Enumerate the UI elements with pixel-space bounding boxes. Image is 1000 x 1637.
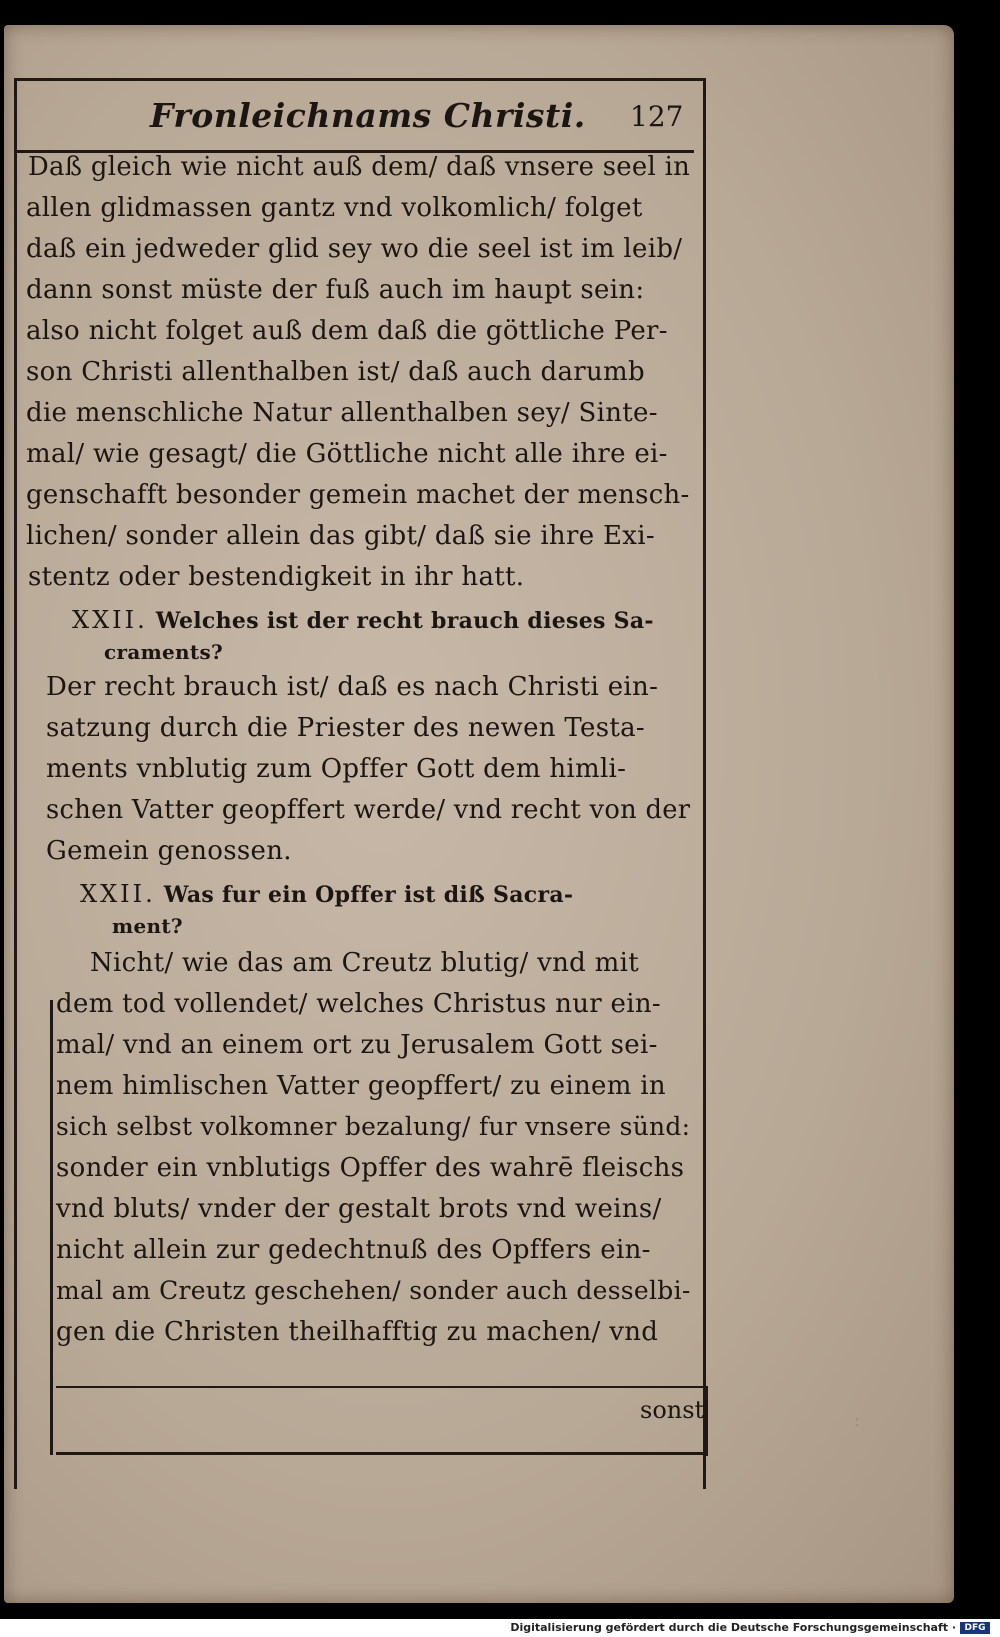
- text-line: allen glidmassen gantz vnd volkomlich/ folget: [26, 193, 643, 223]
- text-line: ments vnblutig zum Opffer Gott dem himli-: [46, 754, 627, 784]
- text-line: dann sonst müste der fuß auch im haupt sein:: [26, 275, 645, 305]
- text-line: vnd bluts/ vnder der gestalt brots vnd weins/: [56, 1194, 662, 1224]
- text-line: die menschliche Natur allenthalben sey/ Sinte-: [26, 398, 658, 428]
- text-line: Daß gleich wie nicht auß dem/ daß vnsere seel in: [28, 152, 691, 182]
- text-line: satzung durch die Priester des newen Testa-: [46, 713, 645, 743]
- text-line: nicht allein zur gedechtnuß des Opffers ein-: [56, 1235, 651, 1265]
- question-heading: [80, 880, 573, 908]
- text-line: nem himlischen Vatter geopffert/ zu einem in: [56, 1071, 666, 1101]
- text-bottom-rule: [56, 1386, 706, 1388]
- text-line: mal/ wie gesagt/ die Göttliche nicht alle ihre ei-: [26, 439, 668, 469]
- text-line: stentz oder bestendigkeit in ihr hatt.: [28, 562, 525, 592]
- catchword-rule: [705, 1386, 708, 1456]
- question-text-cont: ment?: [112, 914, 183, 938]
- dfg-logo: DFG: [960, 1622, 990, 1634]
- running-title: Fronleichnams Christi.: [150, 96, 586, 135]
- question-text: Welches ist der recht brauch dieses Sa-: [155, 608, 654, 634]
- text-line: dem tod vollendet/ welches Christus nur ein-: [56, 989, 661, 1019]
- question-number: XXII.: [80, 880, 156, 908]
- page-number: 127: [630, 100, 684, 133]
- text-line: daß ein jedweder glid sey wo die seel ist im leib/: [26, 234, 683, 264]
- catchword: sonst: [640, 1396, 705, 1424]
- text-line: mal am Creutz geschehen/ sonder auch desselbi-: [56, 1276, 691, 1305]
- question-heading: [72, 606, 654, 634]
- margin-rule: [50, 1000, 53, 1455]
- text-line: Der recht brauch ist/ daß es nach Christi ein-: [46, 672, 659, 702]
- text-line: genschafft besonder gemein machet der mensch-: [26, 480, 690, 510]
- text-line: also nicht folget auß dem daß die göttliche Per-: [26, 316, 668, 346]
- credit-text: Digitalisierung gefördert durch die Deutsche Forschungsgemeinschaft ·: [510, 1621, 956, 1634]
- page-bottom-rule: [56, 1452, 706, 1455]
- margin-dots: :: [854, 1410, 861, 1431]
- text-line: schen Vatter geopffert werde/ vnd recht von der: [46, 795, 691, 825]
- text-line: mal/ vnd an einem ort zu Jerusalem Gott sei-: [56, 1030, 658, 1060]
- text-line: Gemein genossen.: [46, 836, 292, 866]
- text-line: sich selbst volkomner bezalung/ fur vnsere sünd:: [56, 1112, 691, 1141]
- question-text-cont: craments?: [104, 640, 224, 664]
- question-number: XXII.: [72, 606, 148, 634]
- question-text: Was fur ein Opffer ist diß Sacra-: [163, 882, 574, 908]
- text-line: Nicht/ wie das am Creutz blutig/ vnd mit: [90, 948, 639, 978]
- text-line: lichen/ sonder allein das gibt/ daß sie ihre Exi-: [26, 521, 655, 551]
- text-line: son Christi allenthalben ist/ daß auch darumb: [26, 357, 645, 387]
- text-line: sonder ein vnblutigs Opffer des wahrē fleischs: [56, 1153, 685, 1183]
- text-line: gen die Christen theilhafftig zu machen/ vnd: [56, 1317, 659, 1347]
